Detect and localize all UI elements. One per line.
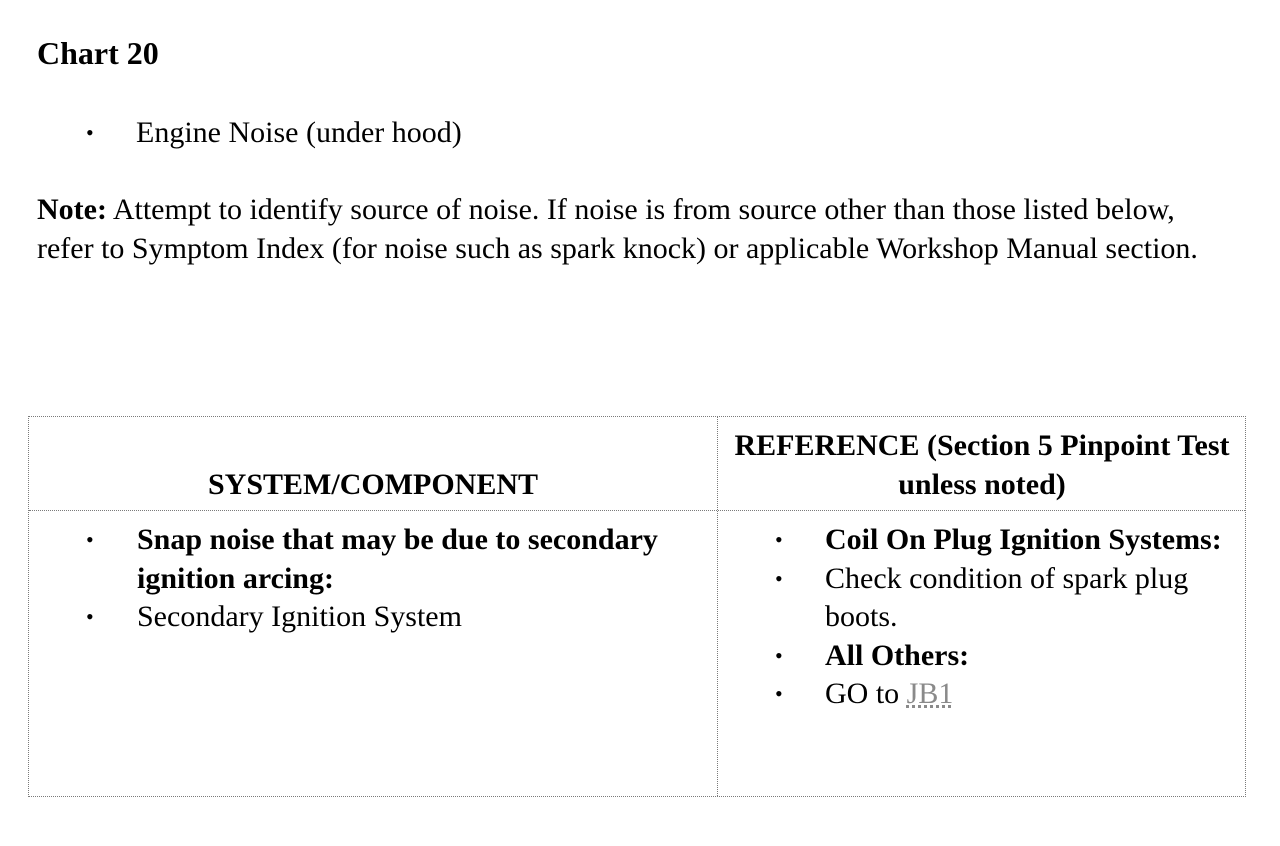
list-item bbox=[718, 521, 1246, 560]
reference-item-text: GO to bbox=[825, 677, 907, 710]
list-item bbox=[718, 637, 1246, 676]
bullet-icon: • bbox=[86, 120, 94, 145]
header-reference: REFERENCE (Section 5 Pinpoint Test unless noted) bbox=[734, 429, 1230, 501]
page-title: Chart 20 bbox=[37, 35, 159, 71]
list-item bbox=[0, 114, 462, 152]
list-item bbox=[718, 560, 1246, 637]
list-item bbox=[29, 598, 717, 637]
bullet-icon: • bbox=[775, 565, 783, 591]
list-item bbox=[29, 521, 717, 598]
bullet-icon: • bbox=[775, 681, 783, 706]
symptom-text: Engine Noise (under hood) bbox=[136, 116, 462, 149]
header-divider bbox=[29, 510, 1245, 511]
list-item bbox=[718, 675, 1246, 714]
header-system-component: SYSTEM/COMPONENT bbox=[207, 468, 539, 501]
reference-item-text: Coil On Plug Ignition Systems: bbox=[825, 523, 1222, 556]
bullet-icon: • bbox=[775, 642, 783, 668]
bullet-icon: • bbox=[775, 527, 783, 552]
bullet-icon: • bbox=[86, 527, 94, 552]
reference-item-text: All Others: bbox=[825, 638, 970, 672]
system-item-text: Snap noise that may be due to secondary ignition arcing: bbox=[137, 523, 658, 595]
system-item-text: Secondary Ignition System bbox=[137, 600, 462, 633]
pinpoint-test-link[interactable]: JB1 bbox=[906, 677, 954, 710]
reference-item-text: Check condition of spark plug boots. bbox=[825, 561, 1189, 633]
system-component-cell bbox=[29, 521, 717, 637]
reference-table bbox=[28, 416, 1246, 797]
symptom-list bbox=[0, 114, 462, 152]
note-text: Attempt to identify source of noise. If noise is from source other than those listed below, refer to Symptom Index (for noise such as spark knock) or applicable Workshop Manual section. bbox=[37, 193, 1198, 265]
note-paragraph bbox=[37, 191, 1227, 268]
reference-cell bbox=[718, 521, 1246, 714]
bullet-icon: • bbox=[86, 604, 94, 629]
note-label: Note: bbox=[37, 193, 107, 226]
